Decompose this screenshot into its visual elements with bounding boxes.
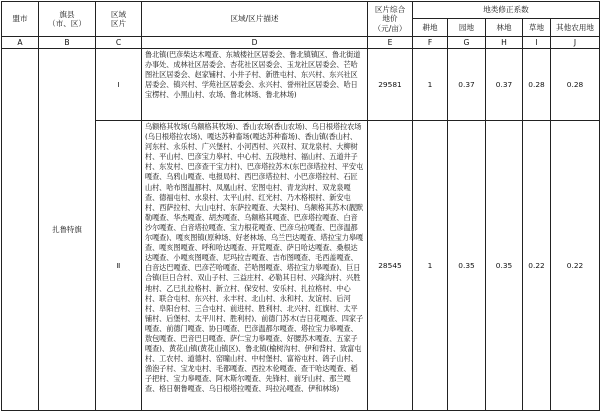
col-letter: F	[413, 37, 448, 49]
col-letter: A	[2, 37, 39, 49]
header-county	[39, 2, 96, 37]
description-cell: 鲁北镇(巴彦柴达木嘎查、东城楼社区居委会、鲁北镇镇区、鲁北街道办事处、成林社区居委会、杏花社区居委会、玉龙社区居委会、芒哈图社区居委会、赵家铺村、小井子村、新胜屯村、东兴村、东兴社区居委会、镇兴村、学苑社区居委会、永兴村、誉州社区居委会、哈日宝楞村、小黑山村、农场、鲁北林场、鲁北林场)	[142, 49, 368, 121]
table-row	[2, 49, 600, 121]
header-description: 区域/区片描述	[142, 2, 368, 37]
col-letter: B	[39, 37, 96, 49]
county-cell: 扎鲁特旗	[39, 49, 96, 411]
grass-cell: 0.22	[523, 121, 551, 411]
col-letter: I	[523, 37, 551, 49]
header-garden: 园地	[448, 19, 486, 37]
col-letter: C	[96, 37, 142, 49]
garden-cell: 0.35	[448, 121, 486, 411]
header-zone-text: 区域 区片	[110, 9, 127, 28]
col-letter: E	[368, 37, 413, 49]
col-letter: D	[142, 37, 368, 49]
header-zone	[96, 2, 142, 37]
land-price-table	[1, 1, 600, 411]
col-letter: J	[551, 37, 600, 49]
header-price	[368, 2, 413, 37]
zone-cell: Ⅰ	[96, 49, 142, 121]
header-league: 盟市	[2, 2, 39, 37]
arable-cell: 1	[413, 121, 448, 411]
price-cell: 29581	[368, 49, 413, 121]
arable-cell: 1	[413, 49, 448, 121]
zone-cell: Ⅱ	[96, 121, 142, 411]
header-other: 其他农用地	[551, 19, 600, 37]
header-price-text: 区片综合 地价 （元/亩）	[373, 4, 407, 33]
header-county-text: 旗县 （市、区）	[48, 9, 86, 28]
price-cell: 28545	[368, 121, 413, 411]
grass-cell: 0.28	[523, 49, 551, 121]
col-letter: H	[486, 37, 523, 49]
header-grass: 草地	[523, 19, 551, 37]
garden-cell: 0.37	[448, 49, 486, 121]
forest-cell: 0.35	[486, 121, 523, 411]
header-forest: 林地	[486, 19, 523, 37]
other-cell: 0.28	[551, 49, 600, 121]
description-cell: 乌额格其牧场(乌额格其牧场)、香山农场(香山农场)、乌日根塔拉农场(乌日根塔拉农场)、嘎达苏种畜场(嘎达苏种畜场)、香山镇(香山村、河东村、永乐村、广兴堡村、小河西村、兴双村、双龙泉村、大柳树村、平山村、巴彦宝力皋村、中心村、五段地村、福山村、五道井子村、东发村、巴彦查干宝力村)、巴彦塔拉苏木(东巴彦塔拉村、平安屯嘎查、乌鸦山嘎查、电报局村、西巴彦塔拉村、小巴彦塔拉村、石匠山村、哈布图温都村、凤凰山村、宏图屯村、青龙沟村、双龙泉嘎查、德福屯村、水泉村、太平山村、红光村、乃木格根村、新安屯村、西萨拉村、大山屯村、东萨拉嘎查、大架村)、乌额格其苏木(靓默勒嘎查、华杰嘎查、胡杰嘎查、乌额格其嘎查、巴彦塔拉嘎查、白音沙尔嘎查、白音塔拉嘎查、宝力根花嘎查、巴彦乌拉嘎查、巴彦温都尔嘎查)、嘎亥图镇(原种场、好老林场、乌兰巴达嘎查、塔拉宝力皋嘎查、嘎亥图嘎查、呼和哈达嘎查、开荒嘎查、萨日哈达嘎查、桑根达达嘎查、小嘎亥图嘎查、尼玛拉吉嘎查、吉布图嘎查、毛西盖嘎查、白音达巴嘎查、巴彦芒哈嘎查、芒哈图嘎查、塔拉宝力皋嘎查)、巨日合镇(巨日合村、双山子村、三益庄村、必勒其日村、兴隆沟村、兴胜地村、乙巳扎拉格村、新立村、保安村、安乐村、扎拉格村、中心村、联合屯村、东兴村、永丰村、北山村、永和村、友谊村、后河村、阜阳台村、三合屯村、前进村、胜利村、北兴村、红旗村、太平铺村、后堡村、太平川村、胜利村)、前德门苏木(吉日花嘎查、四家子嘎查、前德门嘎查、协日嘎查、巴彦温都尔嘎查、塔拉宝力皋嘎查、敖包嘎查、巴音巴日嘎查、萨仁宝力皋嘎查、好腰苏木嘎查、五家子嘎查)、黄花山镇(黄花山镇区)、鲁北镇(榆树沟村、伊和背村、致富屯村、工农村、道德村、窑瞳山村、中村堡村、富裕屯村、鸽子山村、渔泡子村、宝龙屯村、毛都嘎查、西拉木伦嘎查、查干哈达嘎查、稻子把村、宝力皋嘎查、阿木斯尔嘎查、先锋村、前牙山村、那兰嘎查、格日朝鲁嘎查、乌日根塔拉嘎查、玛拉沁嘎查、伊和林场)	[142, 121, 368, 411]
header-coefficient-group: 地类修正系数	[413, 2, 600, 19]
header-arable: 耕地	[413, 19, 448, 37]
other-cell: 0.22	[551, 121, 600, 411]
league-cell	[2, 49, 39, 411]
col-letter: G	[448, 37, 486, 49]
forest-cell: 0.37	[486, 49, 523, 121]
